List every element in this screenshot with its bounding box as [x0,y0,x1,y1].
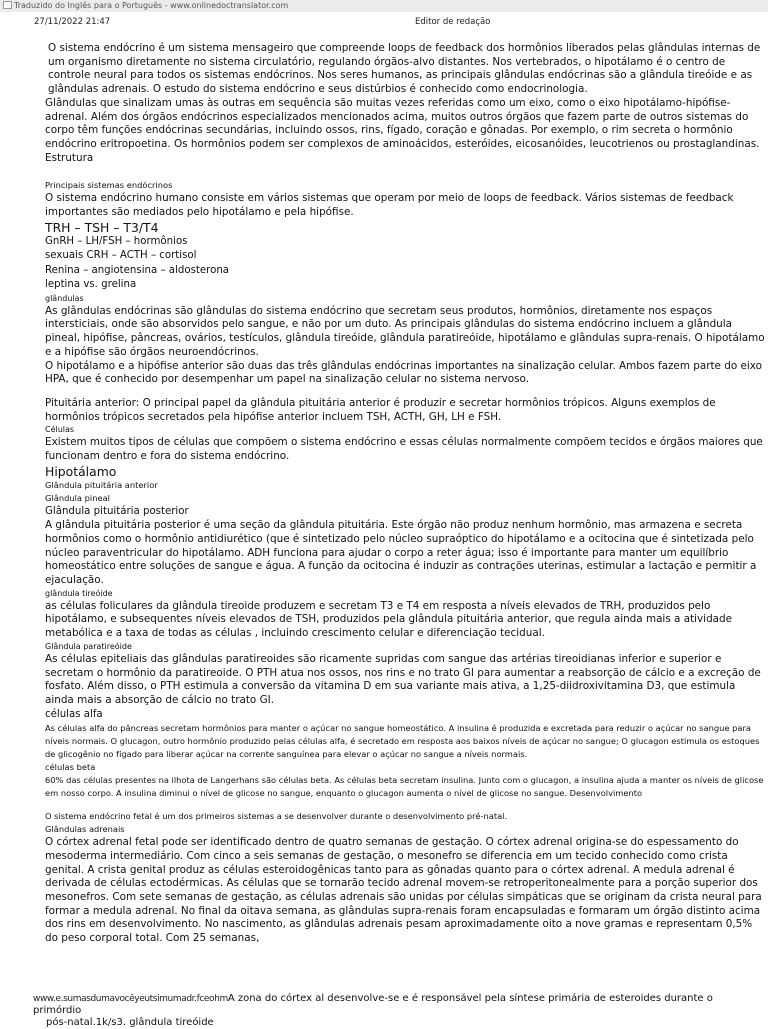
paragraph: As células epiteliais das glândulas paratireoides são ricamente supridas com sangue das artérias tireoidianas inferior e superior e secretam o hormônio da paratireoide. O PTH atua nos ossos, nos rins e no trato GI para aumentar a reabsorção de cálcio e a excreção de fosfato. Além disso, o PTH estimula a conversão da vitamina D em sua variante mais ativa, a 1,25-diidroxivitamina D3, que estimula ainda mais a absorção de cálcio no trato GI. [45,652,761,706]
watermark-text: www.e.sumasdumavocêyeutsimumadr.fceohm [33,994,228,1004]
paragraph: O hipotálamo e a hipófise anterior são duas das três glândulas endócrinas importantes na sinalização celular. Ambos fazem parte do eixo HPA, que é conhecido por desempenhar um papel na sinalização celular no sistema nervoso. [45,359,762,386]
paragraph: O sistema endócrino fetal é um dos primeiros sistemas a se desenvolver durante o desenvolvimento pré-natal. [45,811,508,822]
paragraph: As glândulas endócrinas são glândulas do sistema endócrino que secretam seus produtos, hormônios, diretamente nos espaços intersticiais, onde são absorvidos pelo sangue, e não por um duto. As principais glândulas do sistema endócrino incluem a glândula pineal, hipófise, pâncreas, ovários, testículos, glândula tireóide, glândula paratireóide, hipotálamo e glândulas supra-renais. O hipotálamo e a hipófise são órgãos neuroendócrinos. [45,304,765,358]
footer-line: pós-natal.1k/s3. glândula tireóide [46,1017,214,1028]
paragraph: O córtex adrenal fetal pode ser identificado dentro de quatro semanas de gestação. O córtex adrenal origina-se do espessamento do mesoderma intermediário. Com cinco a seis semanas de gestação, o mesonefro se diferencia em um tecido conhecido como crista genital. A crista genital produz as células esteroidogênicas tanto para as gônadas quanto para o córtex adrenal. A medula adrenal é derivada de células ectodérmicas. As células que se tornarão tecido adrenal movem-se retroperitonealmente para a porção superior dos mesonefros. Com sete semanas de gestação, as células adrenais são unidas por células simpáticas que se originam da crista neural para formar a medula adrenal. No final da oitava semana, as glândulas supra-renais foram encapsuladas e formaram um órgão distinto acima dos rins em desenvolvimento. No nascimento, as glândulas adrenais pesam aproximadamente oito a nove gramas e representam 0,5% do peso corporal total. Com 25 semanas, [45,836,762,945]
print-date: 27/11/2022 21:47 [34,17,111,27]
section-heading: Glândula pituitária anterior [45,479,158,490]
axis-item: Renina – angiotensina – aldosterona [45,264,230,276]
paragraph: As células alfa do pâncreas secretam hormônios para manter o açúcar no sangue homeostático. A insulina é produzida e excretada para reduzir o açúcar no sangue para níveis normais. O glucagon, outro hormônio produzido pelas células alfa, é secretado em resposta aos baixos níveis de açúcar no sangue; O glucagon estimula os estoques de glicogênio no fígado para liberar açúcar na corrente sanguínea para elevar o açúcar no sangue a níveis normais. [45,723,760,760]
section-heading: células alfa [45,708,103,720]
translator-logo-icon [3,1,12,9]
section-heading: glândulas [45,293,84,303]
axis-item: leptina vs. grelina [45,279,137,291]
paragraph: O sistema endócrino humano consiste em vários sistemas que operam por meio de loops de feedback. Vários sistemas de feedback importantes são mediados pelo hipotálamo e pela hipófise. [45,192,734,219]
section-heading: Glândula pineal [45,492,110,503]
section-heading: Glândulas adrenais [45,824,125,835]
paragraph: Glândulas que sinalizam umas às outras em sequência são muitas vezes referidas como um eixo, como o eixo hipotálamo-hipófise-adrenal. Além dos órgãos endócrinos especializados mencionados acima, muitos outros órgãos que fazem parte de outros sistemas do corpo têm funções endócrinas secundárias, incluindo ossos, rins, fígado, coração e gônadas. Por exemplo, o rim secreta o hormônio endócrino eritropoetina. Os hormônios podem ser complexos de aminoácidos, esteróides, eicosanóides, leucotrienos ou prostaglandinas. Estrutura [45,96,760,164]
translator-banner [0,0,768,12]
document-body [45,42,765,946]
paragraph: as células foliculares da glândula tireoide produzem e secretam T3 e T4 em resposta a níveis elevados de TRH, produzidos pelo hipotálamo, e subsequentes níveis elevados de TSH, produzidos pela glândula pituitária anterior, que regula ainda mais a atividade metabólica e a taxa de todas as células , incluindo crescimento celular e diferenciação tecidual. [45,599,733,640]
paragraph: Pituitária anterior: O principal papel da glândula pituitária anterior é produzir e secretar hormônios trópicos. Alguns exemplos de hormônios trópicos secretados pela hipófise anterior incluem TSH, ACTH, GH, LH e FSH. [45,396,716,423]
paragraph: Existem muitos tipos de células que compõem o sistema endócrino e essas células normalmente compõem tecidos e órgãos maiores que funcionam dentro e fora do sistema endócrino. [45,436,763,463]
section-heading: Glândula pituitária posterior [45,505,189,517]
section-heading: Principais sistemas endócrinos [45,180,173,191]
section-heading: glândula tireóide [45,588,113,598]
section-heading: Hipotálamo [45,463,117,479]
section-heading: Glândula paratireóide [45,641,132,651]
paragraph: O sistema endócrino é um sistema mensageiro que compreende loops de feedback dos hormônios liberados pelas glândulas internas de um organismo diretamente no sistema circulatório, regulando órgãos-alvo distantes. Nos vertebrados, o hipotálamo é o centro de controle neural para todos os sistemas endócrinos. Nos seres humanos, as principais glândulas endócrinas são a glândula tireóide e as glândulas adrenais. O estudo do sistema endócrino e seus distúrbios é conhecido como endocrinologia. [48,42,761,96]
translator-banner-text: Traduzido do Inglês para o Português - www.onlinedoctranslator.com [14,1,289,10]
section-heading: Células [45,425,75,435]
section-heading: células beta [45,762,96,773]
footer-text: A zona do córtex al desenvolve-se e é responsável pela síntese primária de esteroides durante o primórdio [33,993,713,1016]
print-title: Editor de redação [415,17,491,27]
axis-item: sexuais CRH – ACTH – cortisol [45,250,197,262]
paragraph: A glândula pituitária posterior é uma seção da glândula pituitária. Este órgão não produz nenhum hormônio, mas armazena e secreta hormônios como o hormônio antidiurético (que é sintetizado pelo núcleo supraóptico do hipotálamo e a ocitocina que é sintetizada pelo núcleo paraventricular do hipotálamo. ADH funciona para ajudar o corpo a reter água; isso é importante para manter um equilíbrio homeostático entre soluções de sangue e água. A função da ocitocina é induzir as contrações uterinas, estimular a lactação e permitir a ejaculação. [45,519,757,587]
axis-item: TRH – TSH – T3/T4 [45,219,159,235]
axis-item: GnRH – LH/FSH – hormônios [45,235,188,247]
paragraph: 60% das células presentes na ilhota de Langerhans são células beta. As células beta secretam insulina. Junto com o glucagon, a insulina ajuda a manter os níveis de glicose em nosso corpo. A insulina diminui o nível de glicose no sangue, enquanto o glucagon aumenta o nível de glicose no sangue. Desenvolvimento [45,775,764,799]
